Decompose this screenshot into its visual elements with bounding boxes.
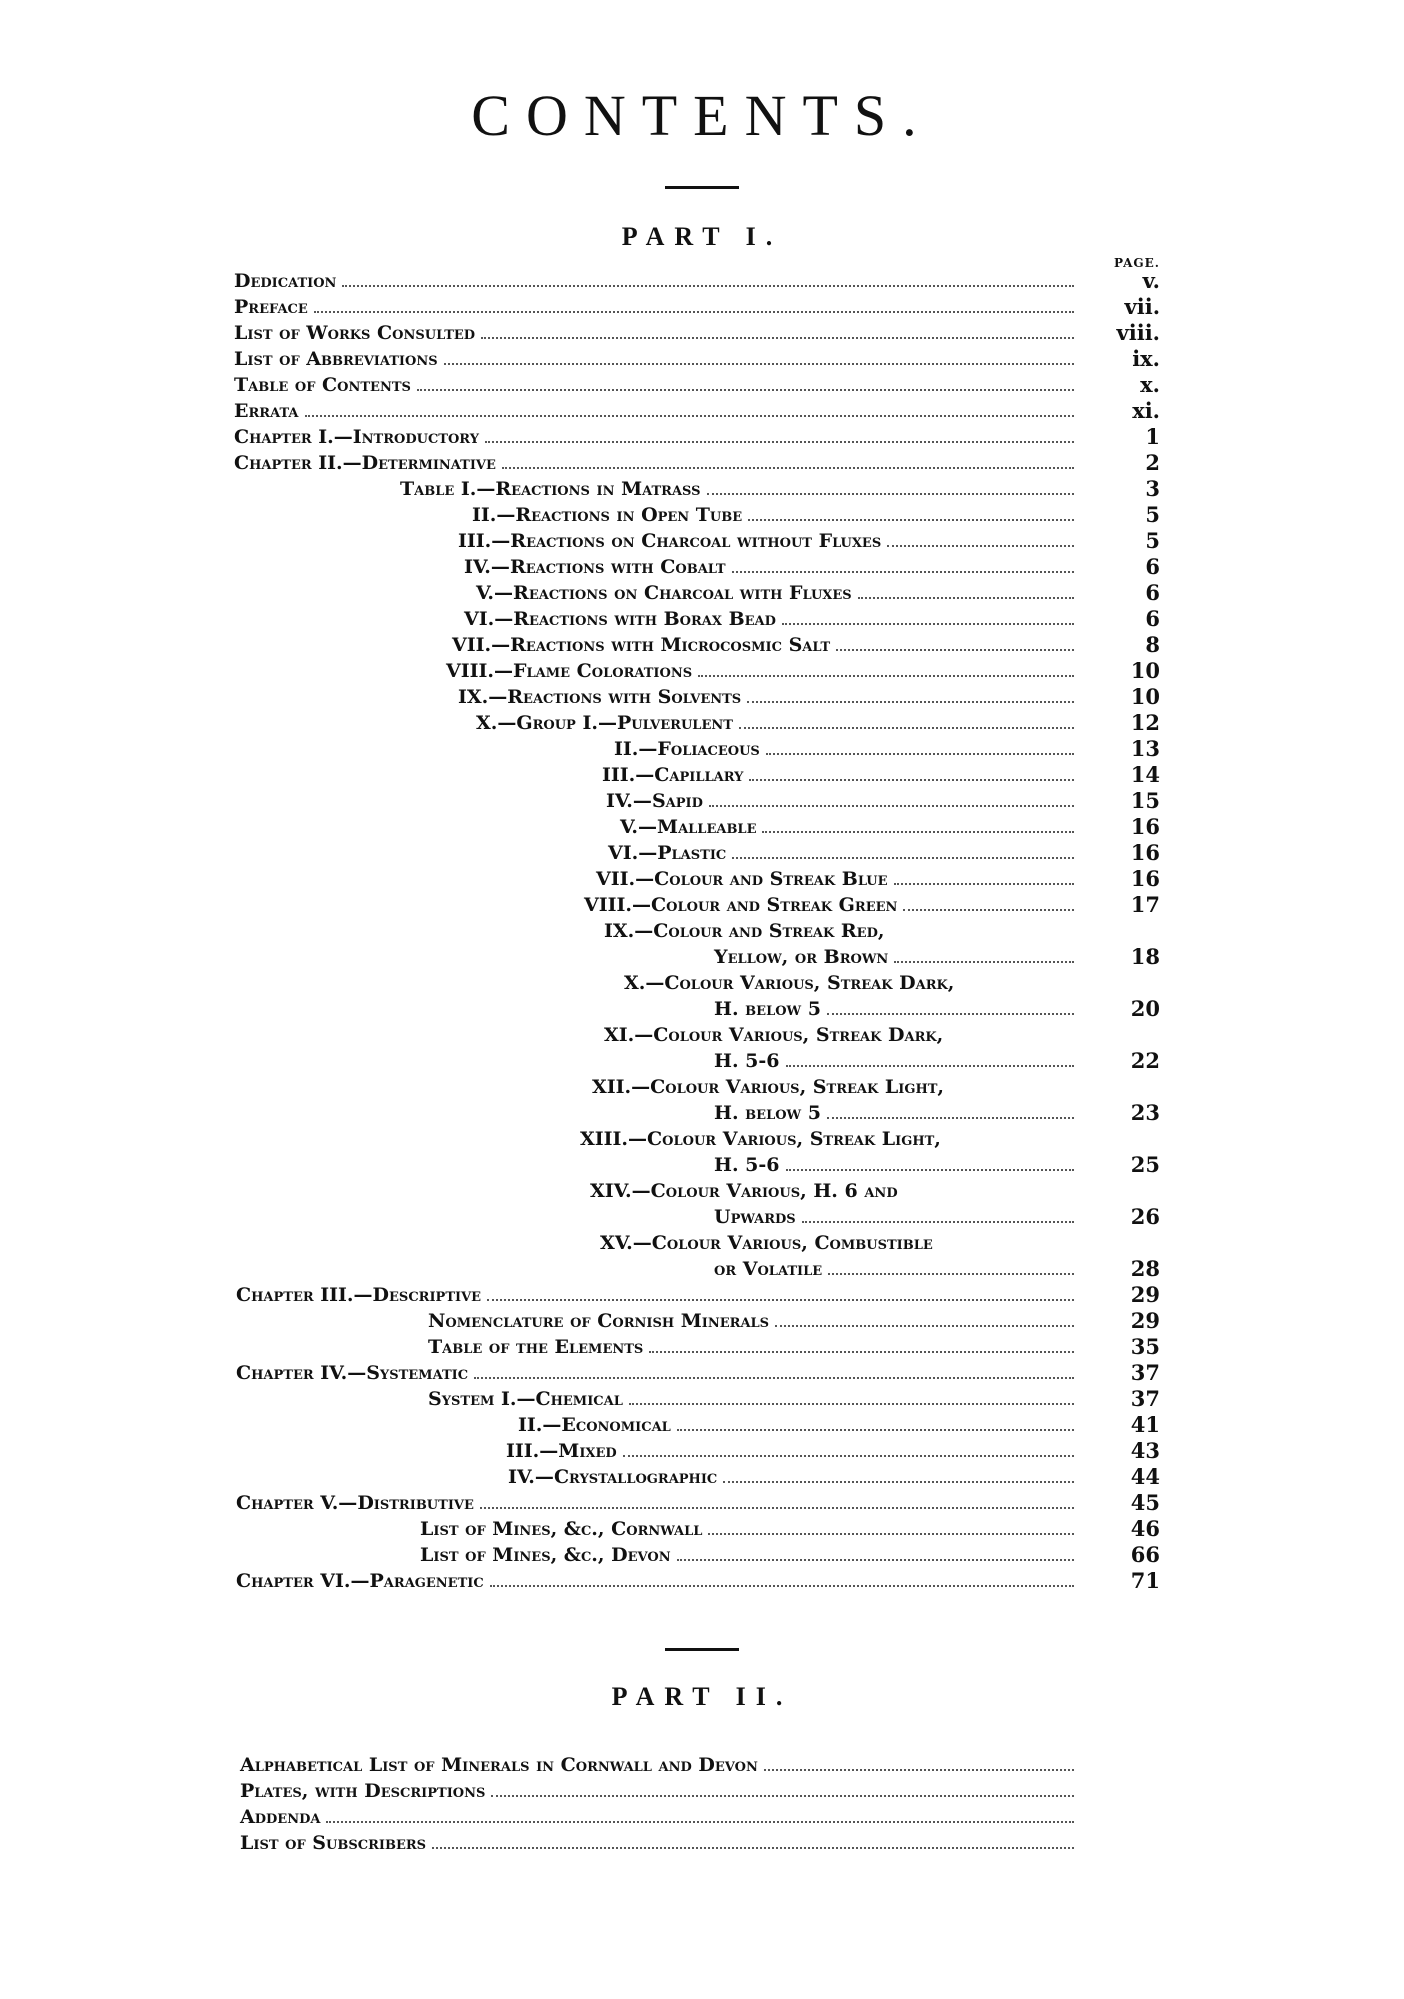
toc-entry-title: Reactions with Solvents [507,686,742,708]
toc-entry [592,1074,1080,1100]
toc-entry [620,814,1080,840]
page-number: 6 [1145,554,1160,579]
dot-leader [739,727,1074,729]
page-number: vii. [1124,294,1160,319]
toc-entry-title: Nomenclature of Cornish Minerals [428,1310,770,1332]
dot-leader [827,1117,1074,1119]
toc-entry-continuation [714,1048,1080,1074]
toc-entry [428,1308,1080,1334]
page-number: 5 [1145,528,1160,553]
page-number: 6 [1145,606,1160,631]
toc-entry [596,866,1080,892]
dot-leader [432,1847,1074,1849]
dot-leader [723,1481,1074,1483]
toc-entry-number: VI.— [464,608,514,630]
page-number: 66 [1130,1542,1160,1567]
toc-entry-title: Dedication [234,270,337,292]
toc-entry-title: Chemical [535,1388,623,1410]
dot-leader [764,1769,1074,1771]
toc-entry-title: Capillary [654,764,744,786]
page-number: 12 [1130,710,1160,735]
title-rule [665,186,739,189]
dot-leader [491,1795,1074,1797]
toc-entry-title: Reactions in Open Tube [515,504,743,526]
toc-entry [580,1126,1080,1152]
toc-entry-number: VI.— [608,842,658,864]
toc-entry-title: Systematic [366,1362,469,1384]
toc-entry-number: III.— [506,1440,559,1462]
page-number: x. [1140,372,1160,397]
toc-entry-number: IV.— [508,1466,554,1488]
page-number: 18 [1130,944,1160,969]
toc-entry [606,788,1080,814]
toc-entry [428,1334,1080,1360]
toc-entry-title: Colour Various, Streak Dark, [653,1024,944,1046]
toc-entry-title: Economical [561,1414,671,1436]
toc-entry-title: Colour and Streak Red, [653,920,885,942]
toc-entry [240,1752,1080,1778]
toc-entry [234,424,1080,450]
toc-entry-title: Mixed [558,1440,617,1462]
toc-entry-number: Chapter IV.— [236,1362,367,1384]
toc-entry-number: VIII.— [584,894,652,916]
toc-entry [464,606,1080,632]
toc-entry-number: Chapter III.— [236,1284,373,1306]
toc-entry [240,1830,1080,1856]
dot-leader [786,1169,1074,1171]
page-number: 37 [1130,1360,1160,1385]
toc-entry-number: XV.— [600,1232,652,1254]
dot-leader [827,1013,1074,1015]
toc-entry-title-continued: H. 5-6 [714,1050,780,1072]
toc-entry-title: Preface [234,296,308,318]
toc-entry-number: IV.— [464,556,510,578]
toc-entry-title: List of Mines, &c., Cornwall [420,1518,703,1540]
toc-entry-number: II.— [472,504,516,526]
page-number: xi. [1132,398,1160,423]
toc-entry [458,684,1080,710]
page-number: 15 [1130,788,1160,813]
toc-entry-continuation [714,1152,1080,1178]
dot-leader [314,311,1074,313]
toc-entry [614,736,1080,762]
part1-heading: PART I. [621,222,783,251]
toc-entry [590,1178,1080,1204]
dot-leader [481,337,1074,339]
page-number: 43 [1130,1438,1160,1463]
page-number: 37 [1130,1386,1160,1411]
dot-leader [782,623,1074,625]
toc-entry-number: VIII.— [446,660,514,682]
toc-entry [604,918,1080,944]
toc-entry-title-continued: Yellow, or Brown [714,946,889,968]
toc-entry-title: Distributive [357,1492,474,1514]
toc-entry [234,346,1080,372]
page-number: 45 [1130,1490,1160,1515]
dot-leader [709,805,1074,807]
dot-leader [629,1403,1074,1405]
page-number: 13 [1130,736,1160,761]
dot-leader [748,519,1074,521]
toc-entry-number: Chapter VI.— [236,1570,370,1592]
page-number: 23 [1130,1100,1160,1125]
page-number: 28 [1130,1256,1160,1281]
toc-entry [240,1778,1080,1804]
dot-leader [708,1533,1074,1535]
toc-entry-title: Colour Various, Streak Light, [647,1128,941,1150]
toc-entry [236,1490,1080,1516]
toc-entry-continuation [714,996,1080,1022]
dot-leader [775,1325,1074,1327]
page-number: 41 [1130,1412,1160,1437]
page-number: 6 [1145,580,1160,605]
toc-entry-number: X.— [624,972,665,994]
dot-leader [828,1273,1074,1275]
page-number: 10 [1130,658,1160,683]
toc-entry-title: Reactions on Charcoal without Fluxes [510,530,882,552]
page-number: 46 [1130,1516,1160,1541]
toc-entry-title: Colour Various, Streak Light, [650,1076,945,1098]
toc-entry [458,528,1080,554]
toc-entry-number: V.— [620,816,658,838]
toc-entry-title-continued: or Volatile [714,1258,823,1280]
toc-entry-title: Malleable [657,816,757,838]
dot-leader [698,675,1074,677]
part-divider-rule [665,1648,739,1651]
toc-entry-title-continued: Upwards [714,1206,796,1228]
toc-entry [420,1542,1080,1568]
toc-entry-number: VII.— [596,868,655,890]
dot-leader [802,1221,1074,1223]
page-number: 71 [1130,1568,1160,1593]
toc-entry-number: XIII.— [580,1128,648,1150]
toc-entry-title: Alphabetical List of Minerals in Cornwall and Devon [240,1754,758,1776]
dot-leader [623,1455,1074,1457]
toc-entry-number: XII.— [592,1076,651,1098]
page-number: 25 [1130,1152,1160,1177]
dot-leader [894,883,1074,885]
toc-entry [234,398,1080,424]
toc-entry-title: List of Works Consulted [234,322,476,344]
page-number: 16 [1130,866,1160,891]
toc-entry [624,970,1080,996]
toc-entry-title: Group I.—Pulverulent [516,712,733,734]
dot-leader [480,1507,1074,1509]
dot-leader [762,831,1074,833]
page-number: ix. [1132,346,1160,371]
page-number: 10 [1130,684,1160,709]
page-number: 17 [1130,892,1160,917]
dot-leader [474,1377,1074,1379]
dot-leader [732,571,1074,573]
toc-entry-title: Plates, with Descriptions [240,1780,486,1802]
toc-entry-continuation [714,1100,1080,1126]
page-number: 3 [1145,476,1160,501]
toc-entry [240,1804,1080,1830]
dot-leader [732,857,1074,859]
toc-entry [604,1022,1080,1048]
toc-entry-title: Errata [234,400,299,422]
toc-entry-title-continued: H. below 5 [714,998,821,1020]
toc-entry-number: Chapter V.— [236,1492,358,1514]
page-number: 26 [1130,1204,1160,1229]
dot-leader [836,649,1074,651]
dot-leader [444,363,1074,365]
toc-entry [400,476,1080,502]
toc-entry [234,450,1080,476]
page-number: 29 [1130,1282,1160,1307]
toc-entry-number: II.— [518,1414,562,1436]
toc-entry-title: Reactions with Microcosmic Salt [510,634,831,656]
toc-entry [236,1568,1080,1594]
page-number: 35 [1130,1334,1160,1359]
dot-leader [326,1821,1074,1823]
page-number: 29 [1130,1308,1160,1333]
toc-entry-number: IX.— [458,686,508,708]
page-number: 14 [1130,762,1160,787]
toc-entry-continuation [714,944,1080,970]
page-number: 16 [1130,814,1160,839]
dot-leader [858,597,1074,599]
dot-leader [903,909,1074,911]
toc-entry-title: Colour Various, Streak Dark, [664,972,955,994]
toc-entry-title: Sapid [651,790,703,812]
toc-entry [600,1230,1080,1256]
toc-entry [506,1438,1080,1464]
toc-entry-title: Plastic [657,842,727,864]
toc-entry [608,840,1080,866]
toc-entry-title: Descriptive [372,1284,482,1306]
page-number: 2 [1145,450,1160,475]
dot-leader [417,389,1074,391]
toc-entry-number: X.— [476,712,517,734]
toc-entry-title: Reactions on Charcoal with Fluxes [513,582,852,604]
toc-entry [234,294,1080,320]
toc-entry [236,1360,1080,1386]
toc-entry [428,1386,1080,1412]
dot-leader [490,1585,1074,1587]
dot-leader [749,779,1074,781]
dot-leader [707,493,1074,495]
toc-entry-title: Crystallographic [553,1466,718,1488]
toc-entry [508,1464,1080,1490]
toc-entry-title: Paragenetic [369,1570,484,1592]
dot-leader [766,753,1074,755]
toc-entry-title-continued: H. 5-6 [714,1154,780,1176]
part2-heading: PART II. [611,1682,793,1711]
toc-entry-continuation [714,1204,1080,1230]
dot-leader [677,1559,1074,1561]
toc-entry-number: II.— [614,738,658,760]
toc-entry [476,580,1080,606]
toc-entry [464,554,1080,580]
toc-entry [234,372,1080,398]
page-number: 1 [1145,424,1160,449]
toc-entry [584,892,1080,918]
toc-entry-continuation [714,1256,1080,1282]
toc-entry-title: Table of Contents [234,374,411,396]
dot-leader [342,285,1074,287]
toc-entry-number: XI.— [604,1024,654,1046]
page-number: 16 [1130,840,1160,865]
toc-entry [236,1282,1080,1308]
toc-entry-title: Foliaceous [657,738,760,760]
dot-leader [485,441,1074,443]
dot-leader [786,1065,1074,1067]
toc-entry-number: Table I.— [400,478,496,500]
toc-entry-title: List of Mines, &c., Devon [420,1544,671,1566]
page-number: 8 [1145,632,1160,657]
toc-entry-title: Reactions in Matrass [495,478,701,500]
dot-leader [677,1429,1074,1431]
toc-entry-number: V.— [476,582,514,604]
toc-entry-title: Introductory [352,426,479,448]
toc-entry-title: List of Abbreviations [234,348,438,370]
page-number: 20 [1130,996,1160,1021]
toc-entry-title: Reactions with Borax Bead [513,608,776,630]
dot-leader [305,415,1074,417]
dot-leader [894,961,1074,963]
toc-entry [446,658,1080,684]
page-number: viii. [1116,320,1160,345]
toc-entry [472,502,1080,528]
page-title: CONTENTS. [471,83,933,148]
toc-entry-title: Colour and Streak Blue [654,868,888,890]
dot-leader [487,1299,1074,1301]
toc-entry-title: List of Subscribers [240,1832,427,1854]
page-column-label: PAGE. [1113,256,1160,270]
toc-entry-number: Chapter II.— [234,452,362,474]
toc-entry-number: III.— [602,764,655,786]
toc-entry [518,1412,1080,1438]
toc-entry-number: VII.— [452,634,511,656]
toc-entry-number: III.— [458,530,511,552]
toc-entry-title: Colour Various, H. 6 and [650,1180,898,1202]
page-number: 44 [1130,1464,1160,1489]
dot-leader [502,467,1074,469]
toc-entry-number: IV.— [606,790,652,812]
toc-entry [234,320,1080,346]
page-number: 22 [1130,1048,1160,1073]
toc-entry-number: System I.— [428,1388,536,1410]
dot-leader [649,1351,1074,1353]
dot-leader [747,701,1074,703]
page-number: v. [1142,268,1160,293]
toc-entry-title: Table of the Elements [428,1336,644,1358]
dot-leader [887,545,1074,547]
toc-entry-number: Chapter I.— [234,426,353,448]
toc-entry-title: Colour and Streak Green [651,894,898,916]
toc-entry-title: Flame Colorations [513,660,693,682]
toc-entry [420,1516,1080,1542]
toc-entry-number: XIV.— [590,1180,651,1202]
toc-entry-title: Determinative [361,452,496,474]
toc-entry-title-continued: H. below 5 [714,1102,821,1124]
toc-entry [452,632,1080,658]
toc-entry-title: Reactions with Cobalt [509,556,726,578]
toc-entry-title: Addenda [240,1806,321,1828]
toc-entry-title: Colour Various, Combustible [651,1232,933,1254]
toc-entry [602,762,1080,788]
page-number: 5 [1145,502,1160,527]
toc-entry-number: IX.— [604,920,654,942]
toc-entry [234,268,1080,294]
toc-entry [476,710,1080,736]
